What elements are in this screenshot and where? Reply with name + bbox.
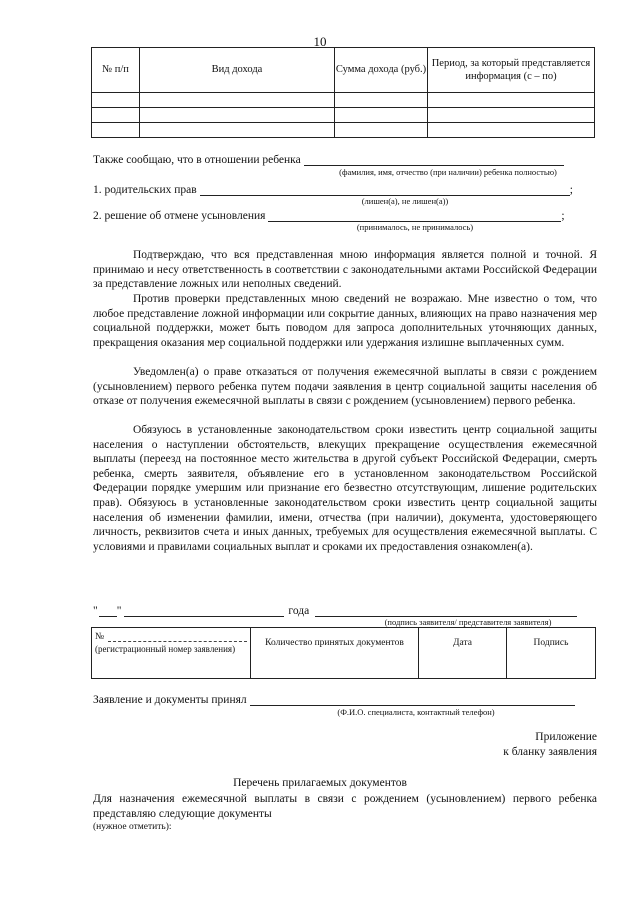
parental-rights-field[interactable] (200, 183, 570, 196)
table-cell[interactable] (428, 123, 595, 138)
paragraph-obligations: Обязуюсь в установленные законодательством сроки известить центр социальной защиты населения о наступлении обстоятельств, влекущих прекращение осуществления ежемесячной выплаты (переезд на постоянное место жительства в другой субъект Российской Федерации, смерть ребенка, смерть заявителя, объявление его в установленном законодательством Российской Федерации порядке умершим или признание его безвестно отсутствующим, лишение родительских прав). Обязуюсь в установленные законодательством сроки известить центр социальной защиты населения об изменении фамилии, имени, отчества (при наличии), документа, удостоверяющего личность, реквизитов счета и иных данных, требуемых для осуществления ежемесячной выплаты. С условиями и правилами социальных выплат и сроками их предоставления ознакомлен(а). (93, 424, 597, 553)
table-cell[interactable] (92, 123, 140, 138)
table-header-row (92, 48, 595, 93)
appendix-heading (503, 730, 597, 760)
table-row (92, 93, 595, 108)
year-label: года (288, 605, 310, 617)
col-amount-header: Сумма дохода (руб.) (335, 48, 428, 93)
day-field[interactable] (99, 604, 117, 617)
paragraph-confirm: Подтверждаю, что вся представленная мною информация является полной и точной. Я принимаю и несу ответственность в соответствии с законодательными актами Российской Федерации за представление ложных или неполных сведений. (93, 249, 597, 291)
child-intro-label: Также сообщаю, что в отношении ребенка (93, 154, 301, 166)
reg-number-caption: (регистрационный номер заявления) (95, 644, 236, 654)
documents-list-title: Перечень прилагаемых документов (233, 777, 407, 789)
table-cell[interactable] (140, 93, 335, 108)
specialist-caption: (Ф.И.О. специалиста, контактный телефон) (337, 707, 495, 717)
table-cell[interactable] (140, 108, 335, 123)
parental-rights-label: 1. родительских прав (93, 184, 197, 196)
appendix-line-1: Приложение (535, 731, 597, 743)
page-number: 10 (313, 34, 327, 49)
appendix-line-2: к бланку заявления (503, 746, 597, 758)
parental-rights-line (93, 183, 573, 196)
date-line (93, 604, 577, 617)
paragraph-notified: Уведомлен(а) о праве отказаться от получения ежемесячной выплаты в связи с рождением (усыновлением) первого ребенка путем подачи заявления в центр социальной защиты населения об отказе от получения ежемесячной выплаты в связи с рождением (усыновлением) первого ребенка. (93, 366, 597, 408)
signature-header: Подпись (507, 628, 596, 679)
semicolon: ; (561, 210, 565, 222)
col-number-header: № п/п (92, 48, 140, 93)
adoption-caption: (принималось, не принималось) (356, 222, 474, 232)
table-cell[interactable] (92, 93, 140, 108)
paragraph-verification: Против проверки представленных мною сведений не возражаю. Мне известно о том, что любое представление ложной информации или сокрытие данных, влияющих на право назначения мер социальной поддержки, может быть поводом для запроса дополнительных уточняющих данных, прекращения оказания мер социальной поддержки или удержания излишне выплаченных сумм. (93, 293, 597, 349)
registration-table (91, 627, 596, 679)
table-cell[interactable] (335, 93, 428, 108)
reg-number-field[interactable] (108, 632, 247, 642)
table-cell[interactable] (140, 123, 335, 138)
docs-count-header: Количество принятых документов (251, 628, 419, 679)
child-intro-line (93, 153, 564, 166)
table-cell[interactable] (335, 108, 428, 123)
number-sign: № (95, 632, 105, 642)
applicant-signature-field[interactable] (315, 604, 577, 617)
accepted-line (93, 693, 575, 706)
documents-list-text: Для назначения ежемесячной выплаты в связи с рождением (усыновлением) первого ребенка представляю следующие документы (93, 793, 597, 820)
table-cell[interactable] (428, 108, 595, 123)
col-period-header: Период, за который представляется информация (с – по) (428, 48, 595, 93)
adoption-line (93, 209, 565, 222)
col-income-type-header: Вид дохода (140, 48, 335, 93)
income-table (91, 47, 595, 138)
table-cell[interactable] (92, 108, 140, 123)
table-row (92, 108, 595, 123)
table-row (92, 628, 596, 679)
semicolon: ; (569, 184, 573, 196)
documents-list-note: (нужное отметить): (93, 822, 172, 832)
adoption-field[interactable] (268, 209, 561, 222)
reg-number-cell[interactable] (92, 628, 251, 679)
child-name-field[interactable] (304, 153, 564, 166)
specialist-field[interactable] (250, 693, 575, 706)
date-header: Дата (419, 628, 507, 679)
month-field[interactable] (124, 604, 284, 617)
child-name-caption: (фамилия, имя, отчество (при наличии) ребенка полностью) (339, 167, 557, 177)
close-quote: " (116, 605, 122, 617)
table-row (92, 123, 595, 138)
adoption-label: 2. решение об отмене усыновления (93, 210, 266, 222)
accepted-label: Заявление и документы принял (93, 694, 247, 706)
parental-rights-caption: (лишен(а), не лишен(а)) (361, 196, 449, 206)
table-cell[interactable] (428, 93, 595, 108)
open-quote: " (93, 605, 98, 617)
table-cell[interactable] (335, 123, 428, 138)
applicant-signature-caption: (подпись заявителя/ представителя заявителя) (384, 617, 552, 627)
